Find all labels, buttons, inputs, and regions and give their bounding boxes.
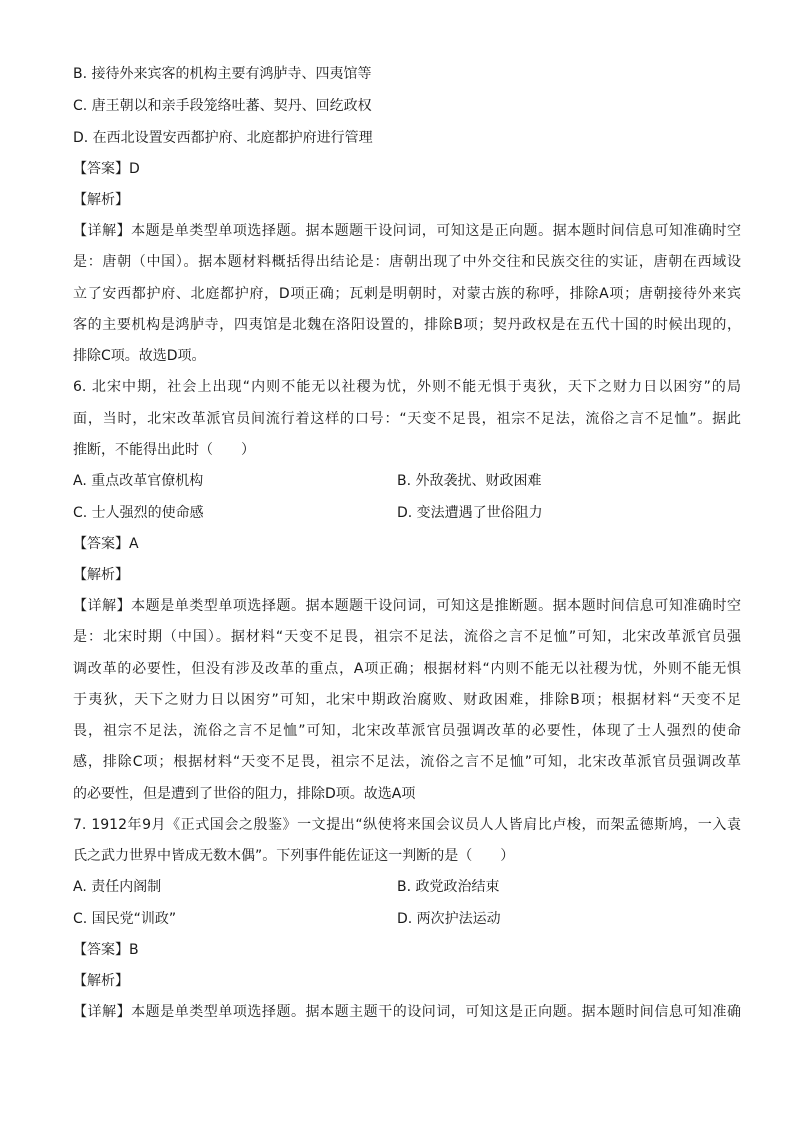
explanation-q6-line: 是：北宋时期（中国）。据材料“天变不足畏，祖宗不足法，流俗之言不足恤”可知，北宋改革派官员强	[73, 629, 741, 645]
explanation-q5-line: 立了安西都护府、北庭都护府，D项正确；瓦剌是明朝时，对蒙古族的称呼，排除A项；唐朝接待外来宾	[73, 286, 741, 302]
question-7-stem: 氏之武力世界中皆成无数木偶”。下列事件能佐证这一判断的是（ ）	[73, 848, 515, 864]
option-a-q6: A. 重点改革官僚机构	[73, 473, 204, 489]
analysis-label-q5: 【解析】	[73, 192, 129, 208]
explanation-q6-line: 畏，祖宗不足法，流俗之言不足恤”可知，北宋改革派官员强调改革的必要性，体现了士人强烈的使命	[73, 723, 741, 739]
question-6-stem: 推断，不能得出此时（ ）	[73, 442, 255, 458]
answer-q7: 【答案】B	[73, 942, 139, 958]
answer-q6: 【答案】A	[73, 536, 139, 552]
question-6-stem: 面，当时，北宋改革派官员间流行着这样的口号：“天变不足畏，祖宗不足法，流俗之言不足恤”。据此	[73, 411, 741, 427]
option-b-q5: B. 接待外来宾客的机构主要有鸿胪寺、四夷馆等	[73, 66, 372, 82]
explanation-q6-line: 感，排除C项；根据材料“天变不足畏，祖宗不足法，流俗之言不足恤”可知，北宋改革派官员强调改革	[73, 754, 741, 770]
answer-q5: 【答案】D	[73, 161, 140, 177]
explanation-q5-line: 是：唐朝（中国）。据本题材料概括得出结论是：唐朝出现了中外交往和民族交往的实证，唐朝在西域设	[73, 254, 741, 270]
option-d-q7: D. 两次护法运动	[397, 911, 501, 927]
explanation-q6-line: 【详解】本题是单类型单项选择题。据本题题干设问词，可知这是推断题。据本题时间信息可知准确时空	[73, 598, 741, 614]
question-6-stem: 6. 北宋中期，社会上出现“内则不能无以社稷为忧，外则不能无惧于夷狄，天下之财力日以困穷”的局	[73, 379, 741, 395]
option-c-q5: C. 唐王朝以和亲手段笼络吐蕃、契丹、回纥政权	[73, 98, 372, 114]
option-d-q6: D. 变法遭遇了世俗阻力	[397, 505, 543, 521]
explanation-q5-line: 客的主要机构是鸿胪寺，四夷馆是北魏在洛阳设置的，排除B项；契丹政权是在五代十国的时候出现的，	[73, 317, 741, 333]
analysis-label-q6: 【解析】	[73, 567, 129, 583]
analysis-label-q7: 【解析】	[73, 973, 129, 989]
explanation-q6-line: 于夷狄，天下之财力日以困穷”可知，北宋中期政治腐败、财政困难，排除B项；根据材料“天变不足	[73, 692, 741, 708]
option-b-q7: B. 政党政治结束	[397, 879, 500, 895]
explanation-q7-line: 【详解】本题是单类型单项选择题。据本题主题干的设问词，可知这是正向题。据本题时间信息可知准确	[73, 1004, 741, 1020]
option-b-q6: B. 外敌袭扰、财政困难	[397, 473, 542, 489]
explanation-q5-line: 【详解】本题是单类型单项选择题。据本题题干设问词，可知这是正向题。据本题时间信息可知准确时空	[73, 223, 741, 239]
question-7-stem: 7. 1912年9月《正式国会之殷鉴》一文提出“纵使将来国会议员人人皆肩比卢梭，而架孟德斯鸠，一入袁	[73, 817, 741, 833]
explanation-q5-line: 排除C项。故选D项。	[73, 348, 206, 364]
option-a-q7: A. 责任内阁制	[73, 879, 162, 895]
option-d-q5: D. 在西北设置安西都护府、北庭都护府进行管理	[73, 130, 373, 146]
option-c-q6: C. 士人强烈的使命感	[73, 505, 204, 521]
option-c-q7: C. 国民党“训政”	[73, 911, 177, 927]
explanation-q6-line: 调改革的必要性，但没有涉及改革的重点，A项正确；根据材料“内则不能无以社稷为忧，外则不能无惧	[73, 661, 741, 677]
explanation-q6-line: 的必要性，但是遭到了世俗的阻力，排除D项。故选A项	[73, 786, 416, 802]
